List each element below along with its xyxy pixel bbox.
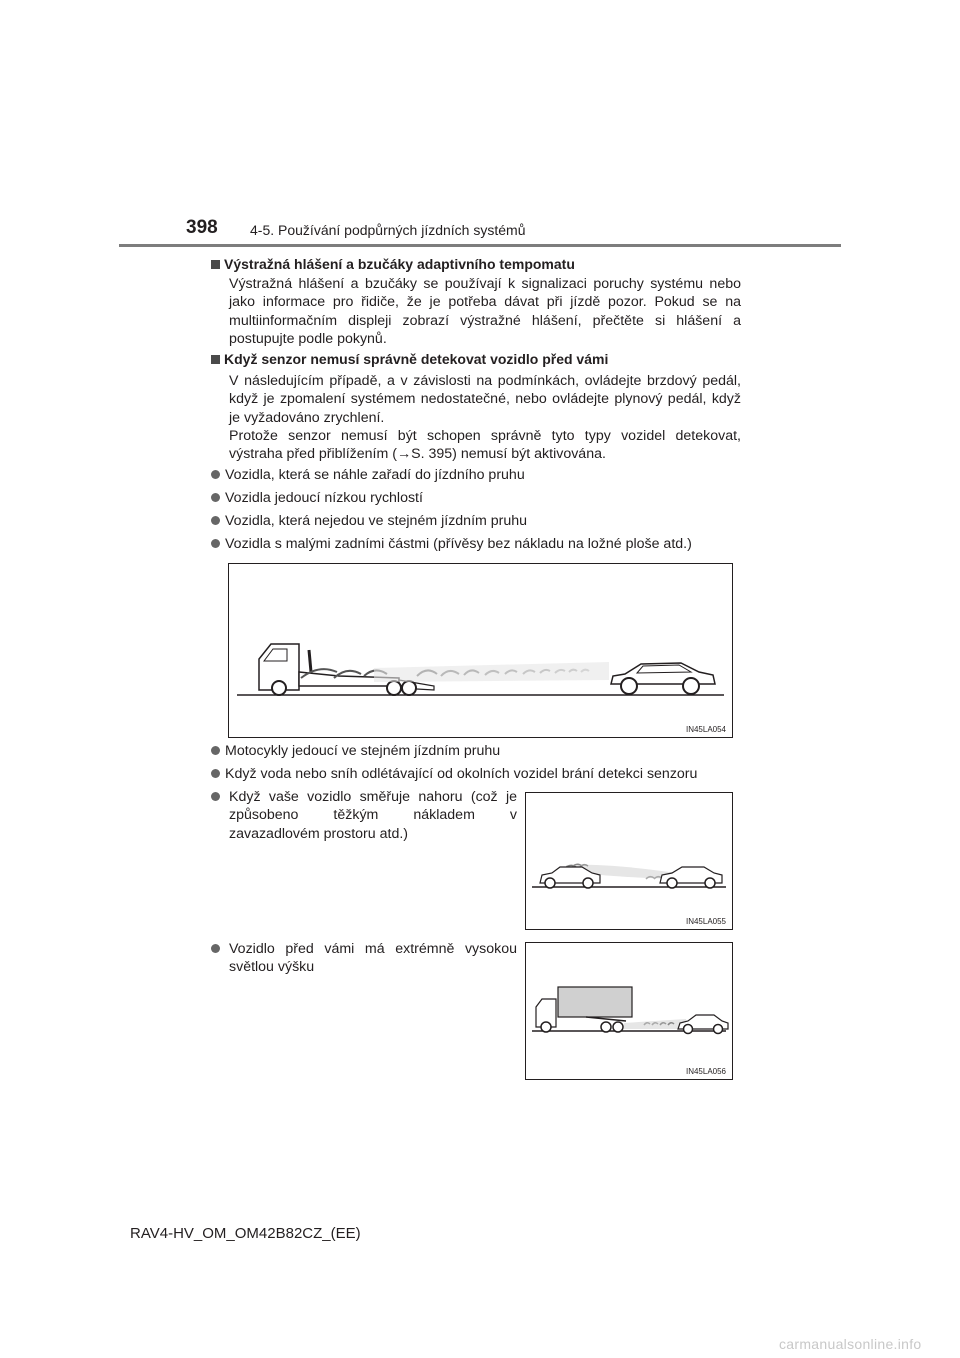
section-heading-sensor: Když senzor nemusí správně detekovat vozidlo před vámi xyxy=(211,351,608,367)
round-bullet-icon xyxy=(211,769,220,778)
round-bullet-icon xyxy=(211,470,220,479)
watermark: carmanualsonline.info xyxy=(779,1336,922,1352)
list-item: Motocykly jedoucí ve stejném jízdním pruhu xyxy=(211,742,500,760)
figure-trailer-truck xyxy=(228,563,733,738)
round-bullet-icon xyxy=(211,539,220,548)
list-item: Vozidla, která nejedou ve stejném jízdním pruhu xyxy=(211,512,527,530)
section-heading-warnings: Výstražná hlášení a bzučáky adaptivního tempomatu xyxy=(211,256,575,272)
round-bullet-icon xyxy=(211,493,220,502)
chapter-title: 4-5. Používání podpůrných jízdních systémů xyxy=(250,222,526,238)
header-rule xyxy=(119,244,841,247)
figure-high-clearance xyxy=(525,942,733,1080)
round-bullet-icon xyxy=(211,746,220,755)
list-item: Vozidla, která se náhle zařadí do jízdního pruhu xyxy=(211,466,525,484)
high-clearance-illustration xyxy=(526,943,732,1079)
round-bullet-icon xyxy=(211,792,220,801)
round-bullet-icon xyxy=(211,944,220,953)
sensor-paragraph-2: Protože senzor nemusí být schopen správně tyto typy vozidel detekovat, výstraha před přiblížením (→S. 395) nemusí být aktivována. xyxy=(229,428,741,463)
square-bullet-icon xyxy=(211,260,220,269)
list-item: Vozidla jedoucí nízkou rychlostí xyxy=(211,489,423,507)
warnings-paragraph: Výstražná hlášení a bzučáky se používají k signalizaci poruchy systému nebo jako informace pro řidiče, že je potřeba dávat při jízdě pozor. Pokud se na multiinformačním displeji zobrazí výstražné hlášení, přečtěte si hlášení a postupujte podle pokynů. xyxy=(229,276,741,348)
figure-uphill xyxy=(525,792,733,930)
round-bullet-icon xyxy=(211,516,220,525)
document-id: RAV4-HV_OM_OM42B82CZ_(EE) xyxy=(130,1225,361,1242)
square-bullet-icon xyxy=(211,355,220,364)
figure-code: IN45LA055 xyxy=(685,917,726,926)
figure-code: IN45LA054 xyxy=(685,725,726,734)
trailer-truck-illustration xyxy=(229,564,732,737)
figure-code: IN45LA056 xyxy=(685,1067,726,1076)
uphill-illustration xyxy=(526,793,732,929)
list-item: Vozidlo před vámi má extrémně vysokou světlou výšku xyxy=(211,940,517,977)
list-item: Vozidla s malými zadními částmi (přívěsy bez nákladu na ložné ploše atd.) xyxy=(211,535,692,553)
list-item: Když vaše vozidlo směřuje nahoru (což je způsobeno těžkým nákladem v zavazadlovém prostoru atd.) xyxy=(211,788,517,843)
page-number: 398 xyxy=(186,217,218,238)
sensor-paragraph-1: V následujícím případě, a v závislosti na podmínkách, ovládejte brzdový pedál, když je zpomalení systémem nedostatečné, nebo ovládejte plynový pedál, když je vyžadováno zrychlení. xyxy=(229,373,741,426)
list-item: Když voda nebo sníh odlétávající od okolních vozidel brání detekci senzoru xyxy=(211,765,697,783)
